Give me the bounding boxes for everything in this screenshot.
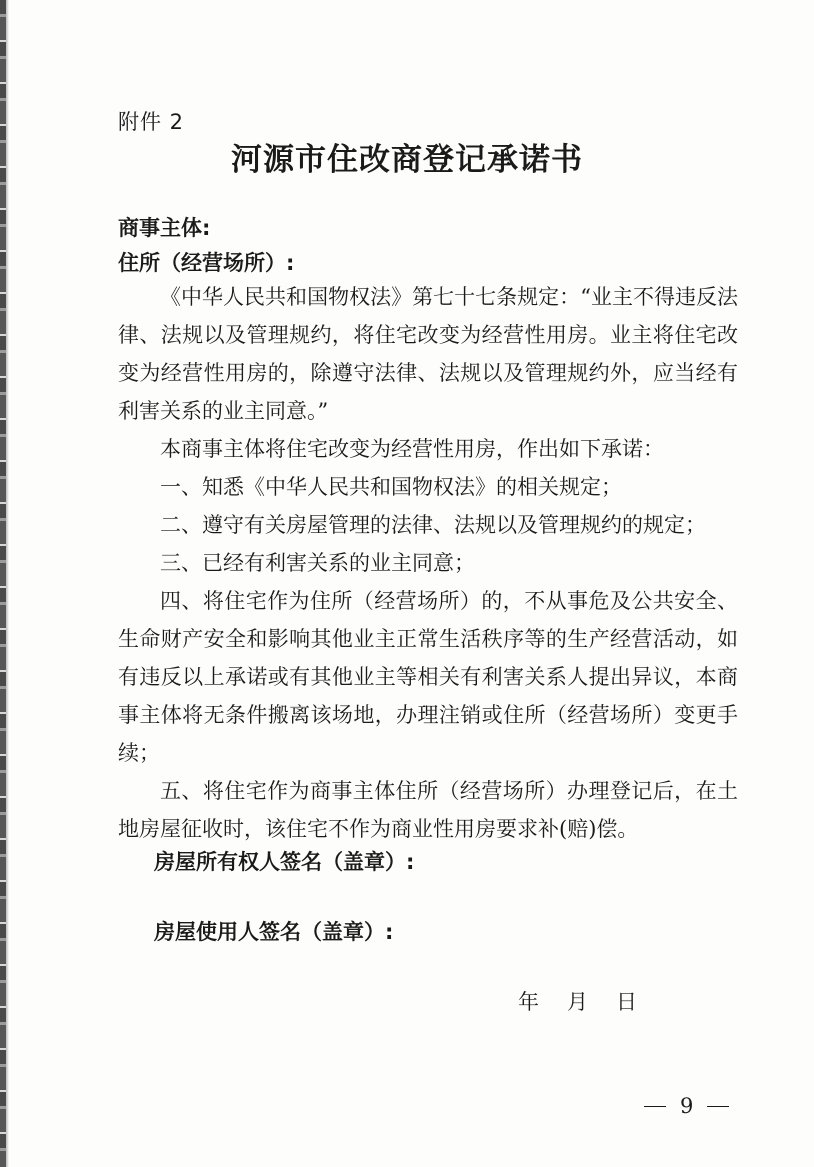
- date-year: 年: [518, 990, 539, 1014]
- paragraph-commitment-intro: 本商事主体将住宅改变为经营性用房，作出如下承诺：: [160, 437, 664, 461]
- paragraph-item-2: 二、遵守有关房屋管理的法律、法规以及管理规约的规定；: [160, 513, 706, 537]
- date-day: 日: [616, 990, 637, 1014]
- page-number-dash-right: [707, 1106, 729, 1107]
- document-body: [118, 278, 738, 848]
- user-signature-label: 房屋使用人签名（盖章）:: [154, 920, 394, 944]
- page-number: [644, 1094, 729, 1118]
- date-line: [518, 986, 637, 1016]
- page-number-value: 9: [680, 1094, 694, 1118]
- paragraph-item-1: 一、知悉《中华人民共和国物权法》的相关规定；: [160, 475, 622, 499]
- document-title: 河源市住改商登记承诺书: [231, 142, 583, 178]
- date-month: 月: [567, 990, 588, 1014]
- paragraph-law-quote: 《中华人民共和国物权法》第七十七条规定：“业主不得违反法律、法规以及管理规约，将住宅改变为经营性用房。业主将住宅改变为经营性用房的，除遵守法律、法规以及管理规约外，应当经有利害关系的业主同意。”: [118, 285, 738, 423]
- entity-field-label: 商事主体:: [118, 216, 211, 240]
- paragraph-item-3: 三、已经有利害关系的业主同意；: [160, 551, 475, 575]
- paragraph-item-4: 四、将住宅作为住所（经营场所）的，不从事危及公共安全、生命财产安全和影响其他业主正常生活秩序等的生产经营活动，如有违反以上承诺或有其他业主等相关有利害关系人提出异议，本商事主体将无条件搬离该场地，办理注销或住所（经营场所）变更手续；: [118, 589, 738, 765]
- page-number-dash-left: [644, 1106, 666, 1107]
- owner-signature-label: 房屋所有权人签名（盖章）:: [154, 850, 415, 874]
- address-field-label: 住所（经营场所）:: [118, 251, 295, 275]
- paragraph-item-5: 五、将住宅作为商事主体住所（经营场所）办理登记后，在土地房屋征收时，该住宅不作为商业性用房要求补(赔)偿。: [118, 779, 738, 841]
- attachment-label: 附件 2: [118, 110, 185, 134]
